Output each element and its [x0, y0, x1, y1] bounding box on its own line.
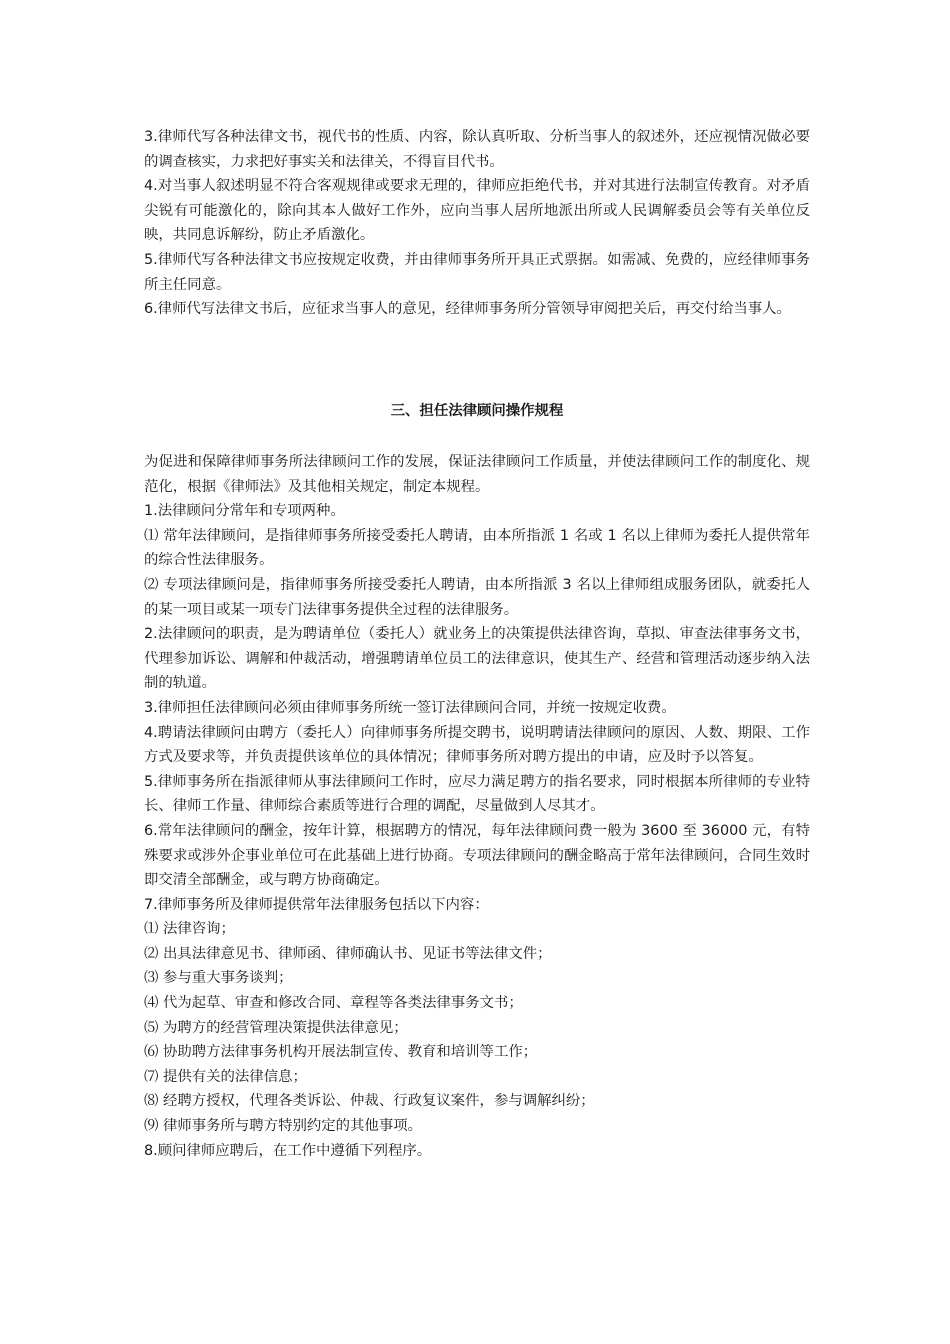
- paragraph: ⑵ 专项法律顾问是，指律师事务所接受委托人聘请，由本所指派 3 名以上律师组成服务团队，就委托人的某一项目或某一项专门法律事务提供全过程的法律服务。: [144, 576, 810, 618]
- list-item: ⑶ 参与重大事务谈判；: [144, 970, 293, 987]
- list-item: ⑻ 经聘方授权，代理各类诉讼、仲裁、行政复议案件，参与调解纠纷；: [144, 1093, 595, 1110]
- list-item: ⑴ 法律咨询；: [144, 921, 235, 938]
- section-paragraphs: [144, 450, 810, 1163]
- list-item: ⑺ 提供有关的法律信息；: [144, 1068, 307, 1085]
- list-item: ⑼ 律师事务所与聘方特别约定的其他事项。: [144, 1118, 422, 1135]
- paragraph: 3.律师担任法律顾问必须由律师事务所统一签订法律顾问合同，并统一按规定收费。: [144, 699, 676, 716]
- top-paragraphs: [144, 125, 810, 322]
- paragraph: 2.法律顾问的职责，是为聘请单位（委托人）就业务上的决策提供法律咨询，草拟、审查法律事务文书，代理参加诉讼、调解和仲裁活动，增强聘请单位员工的法律意识，使其生产、经营和管理活动逐步纳入法制的轨道。: [144, 626, 810, 692]
- list-item: ⑸ 为聘方的经营管理决策提供法律意见；: [144, 1019, 408, 1036]
- paragraph: 6.律师代写法律文书后，应征求当事人的意见，经律师事务所分管领导审阅把关后，再交付给当事人。: [144, 301, 791, 318]
- paragraph: ⑴ 常年法律顾问，是指律师事务所接受委托人聘请，由本所指派 1 名或 1 名以上律师为委托人提供常年的综合性法律服务。: [144, 527, 810, 569]
- paragraph: 4.聘请法律顾问由聘方（委托人）向律师事务所提交聘书，说明聘请法律顾问的原因、人数、期限、工作方式及要求等，并负责提供该单位的具体情况；律师事务所对聘方提出的申请，应及时予以答复。: [144, 724, 810, 766]
- paragraph: 5.律师事务所在指派律师从事法律顾问工作时，应尽力满足聘方的指名要求，同时根据本所律师的专业特长、律师工作量、律师综合素质等进行合理的调配，尽量做到人尽其才。: [144, 773, 810, 815]
- paragraph: 6.常年法律顾问的酬金，按年计算，根据聘方的情况，每年法律顾问费一般为 3600 至 36000 元，有特殊要求或涉外企事业单位可在此基础上进行协商。专项法律顾问的酬金略高于常年法律顾问，合同生效时即交清全部酬金，或与聘方协商确定。: [144, 822, 810, 889]
- paragraph: 8.顾问律师应聘后，在工作中遵循下列程序。: [144, 1142, 432, 1159]
- paragraph: 4.对当事人叙述明显不符合客观规律或要求无理的，律师应拒绝代书，并对其进行法制宣传教育。对矛盾尖锐有可能激化的，除向其本人做好工作外，应向当事人居所地派出所或人民调解委员会等有关单位反映，共同息诉解纷，防止矛盾激化。: [144, 178, 810, 244]
- list-item: ⑵ 出具法律意见书、律师函、律师确认书、见证书等法律文件；: [144, 945, 552, 962]
- paragraph: 7.律师事务所及律师提供常年法律服务包括以下内容：: [144, 896, 489, 913]
- paragraph: 1.法律顾问分常年和专项两种。: [144, 503, 345, 520]
- paragraph: 为促进和保障律师事务所法律顾问工作的发展，保证法律顾问工作质量，并使法律顾问工作的制度化、规范化，根据《律师法》及其他相关规定，制定本规程。: [144, 454, 810, 495]
- list-item: ⑷ 代为起草、审查和修改合同、章程等各类法律事务文书；: [144, 995, 523, 1012]
- section-heading: 三、担任法律顾问操作规程: [390, 403, 564, 419]
- list-item: ⑹ 协助聘方法律事务机构开展法制宣传、教育和培训等工作；: [144, 1044, 538, 1061]
- paragraph: 3.律师代写各种法律文书，视代书的性质、内容，除认真听取、分析当事人的叙述外，还应视情况做必要的调查核实，力求把好事实关和法律关，不得盲目代书。: [144, 129, 810, 170]
- paragraph: 5.律师代写各种法律文书应按规定收费，并由律师事务所开具正式票据。如需减、免费的，应经律师事务所主任同意。: [144, 251, 810, 293]
